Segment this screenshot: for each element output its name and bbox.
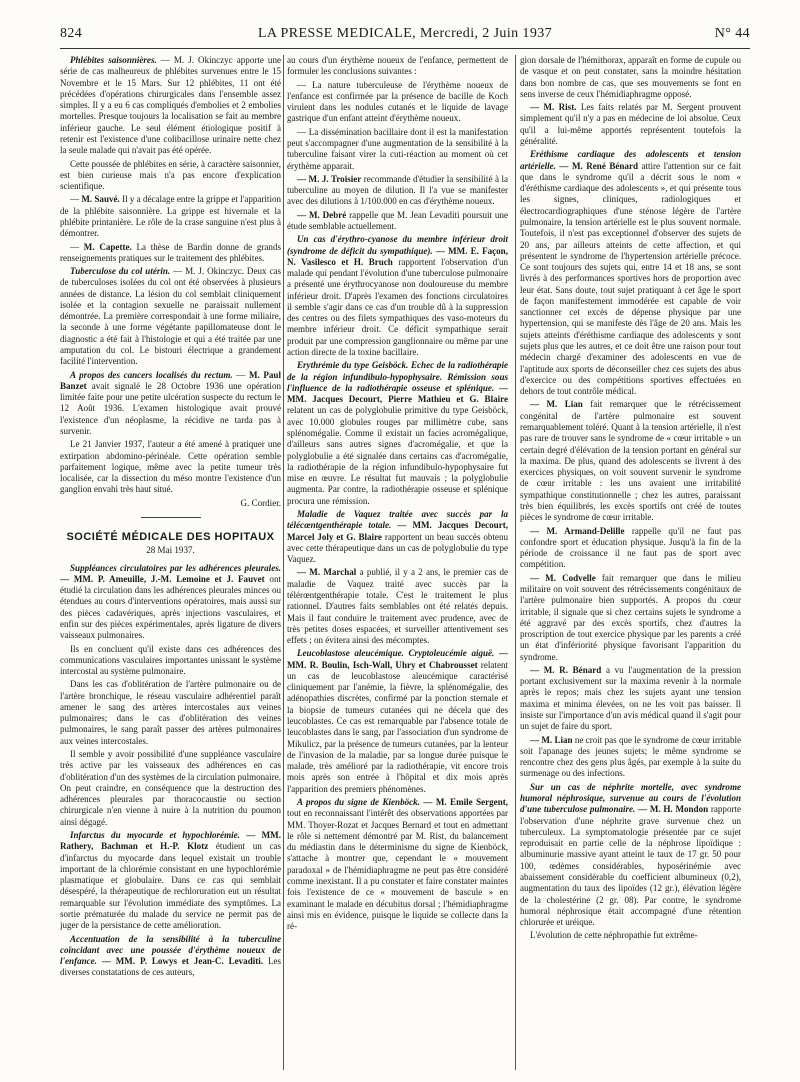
speaker-name: — M. R. Bénard	[530, 664, 602, 675]
article-text: relatent un cas de leucoblastose aleucémique caractérisé cliniquement par l'anémie, la fièvre, la splénomégalie, des adénopathies discrètes, confirmé par la ponction sternale et la biopsie de tumeurs cutanées qui ne décela que des leucoblastes. Ce cas est remarquable par l'absence totale de leucoblastes dans le sang, par l'association d'un syndrome de Mikulicz, par la présence de tumeurs cutanées, par la lenteur de l'invasion de la maladie, par sa longue durée puisque le malade, très amélioré par la radiothérapie, vit encore trois mois après son entrée à l'hôpital et dix mois après l'apparition des premiers phénomènes.	[287, 659, 508, 794]
article-heading: Sur un cas de néphrite mortelle, avec syndrome humoral néphrosique, survenue au cours de l'évolution d'une tuberculose pulmonaire.	[520, 781, 741, 815]
article-text: a vu l'augmentation de la pression portant exclusivement sur la maxima revenir à la normale après le repos; mais chez les sujets ayant une tension maxima et minima élevées, on ne les voit pas baisser. Il insiste sur l'importance d'un avis médical quand il s'agit pour un sujet de faire du sport.	[520, 664, 741, 732]
article-heading: Infarctus du myocarde et hypochlorémie.	[70, 830, 240, 840]
article-paragraph	[287, 797, 508, 932]
article-text: étudient un cas d'infarctus du myocarde dans lequel existait un trouble important de la chlorémie consistant en une hypochlorémie plasmatique et globulaire. Dans ce cas qui semblait désespéré, la thérapeutique de rechloruration eut un résultat remarquable sur l'évolution immédiate des symptômes. La sortie prématurée du malade du service ne permit pas de juger de la persistance de cette amélioration.	[60, 841, 281, 931]
section-title: SOCIÉTÉ MÉDICALE DES HOPITAUX	[66, 530, 275, 543]
speaker-name: — M. Emile Sergent,	[419, 797, 508, 807]
speaker-name: — M. René Bénard	[555, 160, 638, 171]
article-paragraph	[60, 266, 281, 368]
section-date: 28 Mai 1937.	[146, 545, 195, 556]
issue-number: N° 44	[714, 26, 750, 41]
article-text: rappelle qu'il ne faut pas confondre sport et éducation physique. Jusqu'à la fin de la période de croissance il ne faut pas de sport avec compétition.	[520, 525, 741, 570]
article-text: recommande d'étudier la sensibilité à la tuberculine au moyen de dilution. Il l'a vue se manifester avec des dilutions à 1/100.000 en cas d'érythème noueux.	[287, 173, 508, 207]
article-text: relatent un cas de polyglobulie primitive du type Geisböck, avec 10.000 globules rouges par millimètre cube, sans splénomégalie. Comme il existait un facies acromégalique, d'ailleurs sans autres signes d'acromégalie, et que la polyglobulie a été signalée dans certains cas d'acromégalie, la radiothérapie de la région infundibulo-hypophysaire fut mise en œuvre. Le résultat fut mauvais ; la polyglobulie augmenta. Par contre, la radiothérapie osseuse et splénique procura une rémission.	[287, 405, 508, 506]
speaker-name: — M. Debré	[297, 209, 347, 220]
article-paragraph	[287, 509, 508, 565]
article-paragraph	[287, 234, 508, 358]
speaker-name: M. Capette.	[83, 241, 132, 252]
speaker-name: — M. J. Troisier	[297, 173, 362, 184]
article-text: — M. J. Okinczyc. Deux cas de tuberculoses isolées du col ont été observées à plusieurs années de distance. La lésion du col semblait cliniquement isolée et la contagion sexuelle ne paraissait nullement démontrée. La première correspondait à une forme miliaire, la seconde à une forme végétante papillomateuse dont le diagnostic a été fait à l'histologie et qui a été traitée par une amputation du col. Le bistouri électrique a grandement facilité l'intervention.	[60, 266, 281, 367]
speaker-name: — MM. R. Boulin, Isch-Wall, Uhry et Chabrousset	[287, 648, 508, 670]
article-paragraph: Cette poussée de phlébites en série, à caractère saisonnier, est bien curieuse mais n'a pas encore d'explication scientifique.	[60, 158, 281, 192]
article-paragraph	[520, 526, 741, 571]
article-paragraph: — M. Capette. La thèse de Bardin donne de grands renseignements pratiques sur le traitement des phlébites.	[60, 241, 281, 263]
speaker-name: — MM. E. Façon, N. Vasilesco et H. Bruch	[287, 245, 508, 267]
article-paragraph	[520, 102, 741, 147]
article-text: ont étudié la circulation dans les adhérences pleurales minces ou étendues au cours d'interventions opératoires, mais aussi sur des pièces cadavériques, après injections vasculaires, et enfin sur des pièces expérimentales, après ligature de divers vaisseaux pulmonaires.	[60, 573, 281, 641]
article-text: Les faits relatés par M. Sergent prouvent simplement qu'il n'y a pas en médecine de loi absolue. Ceux qu'il a lui-même apportés représentent toutefois la généralité.	[520, 102, 741, 146]
article-heading: A propos du signe de Kienböck.	[297, 797, 420, 807]
article-heading: Phlébites saisonnières.	[70, 55, 157, 65]
article-paragraph	[287, 174, 508, 208]
article-paragraph: — La dissémination bacillaire dont il est la manifestation peut s'accompagner d'une augmentation de la sensibilité à la tuberculine faisant virer la cuti-réaction au moment où cet érythème apparait.	[287, 126, 508, 171]
speaker-name: — MM. P. Lowys et Jean-C. Levaditi.	[96, 956, 264, 967]
header-rule	[60, 48, 750, 49]
article-text: rapporte l'observation d'une néphrite grave survenue chez un tuberculeux. La symptomatologie présentée par ce sujet reproduisait en partie celle de la néphrose lipoïdique : albuminurie massive ayant atteint le taux de 17 gr. 50 pour 100, œdèmes considérables, hyposérinémie avec abaissement considérable du coefficient albumineux (0,2), augmentation du taux des lipoïdes (12 gr.), élévation légère de la cholestérine (2 gr. 08). Par contre, le syndrome humoral néphrosique était accompagné d'une rétention chlorurée et uréique.	[520, 804, 741, 928]
article-heading: A propos des cancers localisés du rectum.	[70, 369, 233, 380]
article-text: tout en reconnaissant l'intérêt des observations apportées par MM. Thoyer-Rozat et Jacques Bernard et tout en admettant le rôle si nettement démontré par M. Rist, du balancement du médiastin dans le déterminisme du signe de Kienböck, s'attache à montrer que, cependant le « mouvement paradoxal » de l'hémidiaphragme ne peut pas être considéré comme inexistant. Il a pu constater et faire constater maintes fois l'existence de ce « mouvement de bascule » en examinant le malade en décubitus dorsal ; l'hémidiaphragme ainsi mis en évidence, puisque le liquide se collecte dans la ré-	[287, 808, 508, 932]
article-text: attire l'attention sur ce fait que dans le syndrome qu'il a décrit sous le nom « d'éréthisme cardiaque des adolescents », et qui présente tous les signes, cliniques, radiologiques et électrocardiographiques d'une sténose légère de l'artère pulmonaire, la tension artérielle est le plus souvent normale. Toutefois, il n'est pas exceptionnel d'observer des sujets de 20 ans, par ailleurs atteints de cette affection, et qui présentent le syndrome de l'hypertension artérielle précoce. Ce sont toujours des sujets qui, entre 14 et 18 ans, se sont livrés à des performances sportives hors de proportion avec leur état. Sans doute, tout sujet pratiquant à cet âge le sport de façon manifestement immodérée est capable de voir sanctionner cet excès de dépense physique par une hypertension, qui se manifeste dès l'âge de 20 ans. Mais les sujets atteints d'éréthisme cardiaque des adolescents y sont sujets plus que les autres, et ce doit être une raison pour tout médecin chargé d'examiner des adolescents en vue de l'aptitude aux sports de déconseiller chez ces sujets des abus d'exercice ou des compétitions sportives effectuées en dehors de tout contrôle médical.	[520, 160, 741, 397]
article-paragraph	[60, 55, 281, 157]
article-paragraph	[520, 399, 741, 523]
article-heading: Erythrémie du type Geisböck. Echec de la radiothérapie de la région infundibulo-hypophysaire. Rémission sous l'influence de la radiothérapie osseuse et splénique.	[287, 360, 508, 393]
article-paragraph: Dans les cas d'oblitération de l'artère pulmonaire ou de l'artère bronchique, le réseau vasculaire adhérentiel paraît amener le sang des artères intercostales aux veines pulmonaires; dans le cas d'oblitération des veines pulmonaires, le sang paraît passer des artères pulmonaires aux veines intercostales.	[60, 679, 281, 746]
article-text: — M. J. Okinczyc apporte une série de cas malheureux de phlébites survenues entre le 15 Novembre et le 15 Mars. Sur 12 phlébites, 11 ont été précédées d'opérations chirurgicales dans l'ensemble assez simples. Il y a eu 6 cas compliqués d'embolies et 2 embolies mortelles. Presque toujours la localisation se fait au membre inférieur gauche. Le seul élément étiologique positif à retenir est l'existence d'une colibacillose urinaire nette chez la seule malade qui n'avait pas été opérée.	[60, 55, 281, 156]
article-text: fait remarquer que dans le milieu militaire on voit souvent des rétrécissements congénitaux de l'artère pulmonaire bien supportés. A propos du cœur irritable, il signale que si chez certains sujets le syndrome a été aggravé par des excès sportifs, chez d'autres la proscription de tout exercice physique par les parents a créé un état d'infériorité physique favorisant l'apparition du syndrome.	[520, 572, 741, 662]
article-paragraph	[287, 648, 508, 795]
speaker-name: — M. Marchal	[297, 567, 357, 578]
article-text: avait signalé le 28 Octobre 1936 une opération limitée faite pour une petite ulcération suspecte du rectum le 12 Août 1936. L'examen histologique avait prouvé l'existence d'un néoplasme, la récidive ne tarda pas à survenir.	[60, 380, 281, 436]
article-text: rapportent l'observation d'un malade qui pendant l'évolution d'une tuberculose pulmonaire a présenté une érythrocyanose non douloureuse du membre inférieur droit. D'après l'examen des fonctions circulatoires il semble s'agir dans ce cas d'un trouble dû à la suppression des centres ou des filets sympathiques des vaso-moteurs du membre inférieur droit. Ce déficit sympathique serait produit par une compression ganglionnaire ou même par une action directe de la toxine bacillaire.	[287, 256, 508, 358]
article-paragraph: — La nature tuberculeuse de l'érythème noueux de l'enfance est confirmée par la présence de bacille de Koch virulent dans les nodules cutanés et le liquide de lavage gastrique d'un enfant atteint d'érythème noueux.	[287, 79, 508, 124]
column-divider	[515, 55, 516, 1070]
speaker-name: — MM. Rathery, Bachman et H.-P. Klotz	[60, 830, 281, 852]
article-text: Les diverses constatations de ces auteurs,	[60, 956, 281, 978]
article-text: La thèse de Bardin donne de grands renseignements pratiques sur le traitement des phlébites.	[60, 241, 281, 263]
article-heading: Maladie de Vaquez traitée avec succès par la télécœntgenthérapie totale.	[287, 508, 508, 531]
article-paragraph: A propos des cancers localisés du rectum. — M. Paul Banzet avait signalé le 28 Octobre 1936 une opération limitée faite pour une petite ulcération suspecte du rectum le 12 Août 1936. L'examen histologique avait prouvé l'existence d'un néoplasme, la récidive ne tarda pas à survenir.	[60, 369, 281, 436]
speaker-name: — MM. Jacques Decourt, Pierre Mathieu et G. Blaire	[287, 382, 508, 405]
article-text: rappelle que M. Jean Levaditi poursuit une étude semblable actuellement.	[287, 209, 508, 231]
article-heading: Tuberculose du col utérin.	[70, 266, 171, 277]
speaker-name: — M. Lian	[530, 734, 573, 745]
speaker-name: M. Sauvé.	[81, 194, 120, 205]
article-heading: Un cas d'érythro-cyanose du membre inférieur droit (syndrome de déficit du sympathique).	[287, 234, 508, 256]
column-divider	[283, 55, 284, 1070]
article-text: rapportent un beau succès obtenu avec cette thérapeutique dans un cas de polyglobulie du type Vaquez.	[287, 531, 508, 565]
author-signature: G. Cordier.	[240, 497, 281, 508]
journal-title: LA PRESSE MEDICALE, Mercredi, 2 Juin 1937	[257, 26, 553, 41]
speaker-name: — M. Codvelle	[530, 572, 596, 583]
article-text: Il y a décalage entre la grippe et l'apparition de la phlébite saisonnière. La grippe est hivernale et la phlébite printanière. Le rôle de la crase sanguine n'est plus à démontrer.	[60, 194, 281, 239]
article-text: a publié, il y a 2 ans, le premier cas de maladie de Vaquez traité avec succès par la télérœntgenthérapie totale. C'est le traitement le plus rationnel. D'autres faits semblables ont été relatés depuis. Mais il faut conduire le traitement avec prudence, avec de très petites doses espacées, et surveiller attentivement ses effets ; on évitera ainsi des mécomptes.	[287, 567, 508, 646]
article-paragraph	[520, 665, 741, 733]
page-header	[60, 26, 750, 46]
article-paragraph	[520, 735, 741, 780]
article-paragraph: gion dorsale de l'hémithorax, apparaît en forme de cupule ou de vasque et on peut constater, sans la moindre hésitation dans bon nombre de cas, que ses mouvements se font en sens inverse de ceux l'hémidiaphragme opposé.	[520, 55, 741, 99]
speaker-name: — M. H. Mondon	[635, 804, 709, 815]
column-right	[520, 55, 741, 1070]
article-paragraph	[60, 563, 281, 642]
column-left	[60, 55, 281, 1070]
article-paragraph	[287, 360, 508, 507]
speaker-name: — MM. P. Ameuille, J.-M. Lemoine et J. Fauvet	[60, 573, 265, 584]
article-paragraph	[60, 830, 281, 932]
article-paragraph: — M. Sauvé. Il y a décalage entre la grippe et l'apparition de la phlébite saisonnière. La grippe est hivernale et la phlébite printanière. Le rôle de la crase sanguine n'est plus à démontrer.	[60, 194, 281, 239]
article-paragraph: Il semble y avoir possibilité d'une suppléance vasculaire très active par les vaisseaux des adhérences en cas d'oblitération d'un des systèmes de la circulation pulmonaire. On peut craindre, en conséquence que la destruction des adhérences pleurales par thoracocaustie ou section chirurgicale n'en vienne à nuire à la nutrition du poumon ainsi dégagé.	[60, 749, 281, 827]
speaker-name: — M. Rist.	[530, 102, 577, 113]
article-paragraph	[287, 210, 508, 233]
article-heading: Suppléances circulatoires par les adhérences pleurales.	[70, 562, 281, 573]
speaker-name: — M. Lian	[530, 399, 583, 410]
speaker-name: — MM. Jacques Decourt, Marcel Joly et G. Blaire	[287, 520, 508, 542]
article-paragraph: Le 21 Janvier 1937, l'auteur a été amené à pratiquer une extirpation abdomino-périnéale. Cette opération semble parfaitement logique, même avec la petite tumeur très localisée, car la dissection du méso montre l'existence d'un ganglion envahi très haut situé.	[60, 439, 281, 495]
speaker-name: M. Paul Banzet	[60, 369, 281, 391]
article-heading: Eréthisme cardiaque des adolescents et tension artérielle.	[520, 149, 741, 171]
article-text: fait remarquer que le rétrécissement congénital de l'artère pulmonaire est souvent remarquablement toléré. Quant à la tension artérielle, il n'est pas rare de trouver sans le syndrome de « cœur irritable » un certain degré d'élévation de la tension portant en général sur la maxima. De plus, quand des adolescents se livrent à des exercices physiques, on voit souvent survenir le syndrome de cœur irritable : les uns avaient une irritabilité sympathique constitutionnelle ; chez les autres, paraissant très bien équilibrés, les excès sportifs ont créé de toutes pièces le syndrome de cœur irritable.	[520, 399, 741, 523]
article-paragraph	[520, 573, 741, 663]
article-paragraph: L'évolution de cette néphropathie fut extrême-	[530, 930, 698, 941]
article-heading: Accentuation de la sensibilité à la tuberculine coïncidant avec une poussée d'érythème noueux de l'enfance.	[60, 933, 281, 967]
column-middle	[287, 55, 508, 1070]
article-paragraph	[520, 782, 741, 929]
speaker-name: — M. Armand-Delille	[530, 525, 625, 536]
article-paragraph	[60, 934, 281, 979]
article-text: ne croit pas que le syndrome de cœur irritable soit l'apanage des jeunes sujets; le même syndrome se rencontre chez des gens plus âgés, par exemple à la suite du surmenage ou des infections.	[520, 734, 741, 779]
article-paragraph	[520, 149, 741, 397]
section-separator	[141, 517, 201, 518]
page-number: 824	[60, 26, 83, 41]
article-paragraph	[287, 567, 508, 646]
article-paragraph: Ils en concluent qu'il existe dans ces adhérences des communications vasculaires importantes unissant le système intercostal au système pulmonaire.	[60, 643, 281, 677]
article-paragraph: au cours d'un érythème noueux de l'enfance, permettent de formuler les conclusions suivantes :	[287, 55, 508, 77]
article-heading: Leucoblastose aleucémique. Cryptoleucémie aiguë.	[297, 648, 495, 659]
